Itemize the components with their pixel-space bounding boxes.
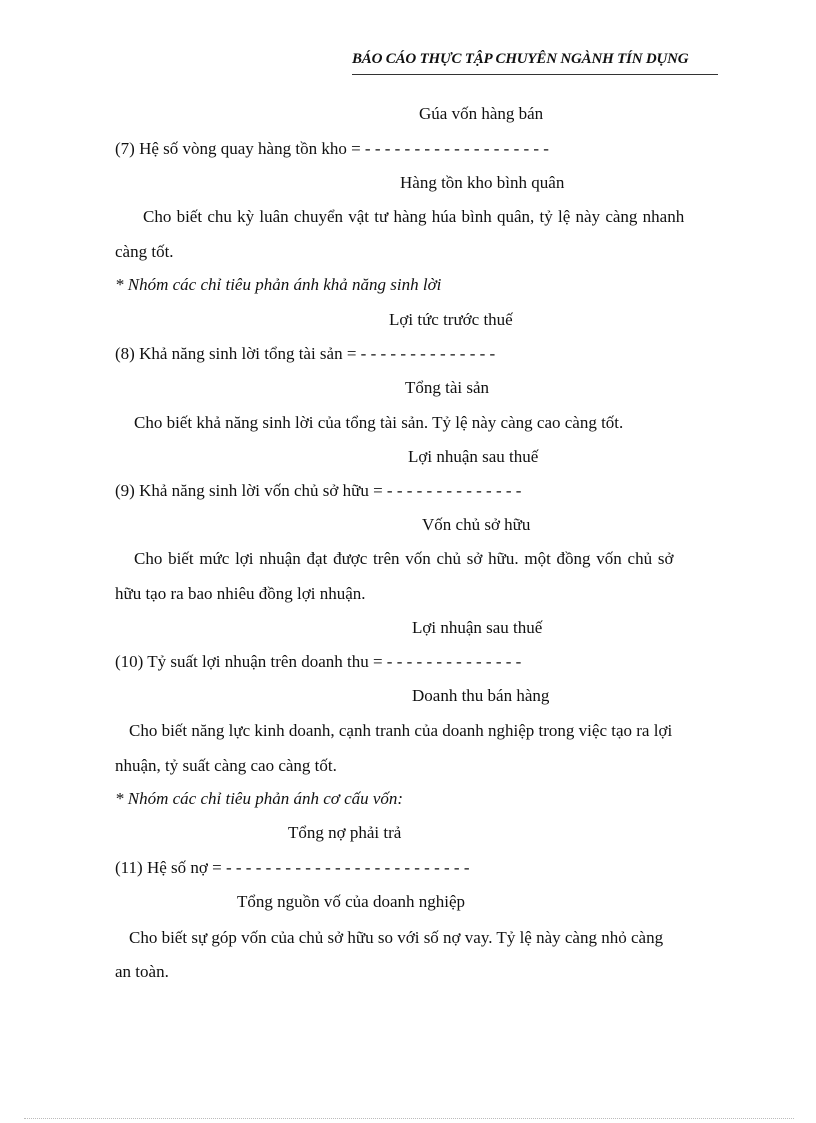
formula11-description-line2: an toàn. xyxy=(115,962,169,981)
group-heading-profitability: * Nhóm các chỉ tiêu phản ánh khả năng sinh lời xyxy=(115,275,442,294)
formula11-numerator: Tổng nợ phải trả xyxy=(288,823,402,842)
page-bottom-border xyxy=(24,1118,794,1119)
header-divider xyxy=(352,74,718,75)
formula9-numerator: Lợi nhuận sau thuế xyxy=(408,447,539,466)
formula8-description-line1: Cho biết khả năng sinh lời của tổng tài sản. Tỷ lệ này càng cao càng tốt. xyxy=(134,413,624,432)
group-heading-capital-structure: * Nhóm các chỉ tiêu phản ánh cơ cấu vốn: xyxy=(115,789,404,808)
formula7-label: (7) Hệ số vòng quay hàng tồn kho = - - - - - - - - - - - - - - - - - - - xyxy=(115,139,549,158)
page-header-title: BÁO CÁO THỰC TẬP CHUYÊN NGÀNH TÍN DỤNG xyxy=(352,51,689,67)
formula7-description-line2: càng tốt. xyxy=(115,242,174,261)
formula11-denominator: Tổng nguồn vố của doanh nghiệp xyxy=(237,892,466,911)
formula9-description-line2: hữu tạo ra bao nhiêu đồng lợi nhuận. xyxy=(115,584,366,603)
formula7-denominator: Hàng tồn kho bình quân xyxy=(400,173,565,192)
formula8-denominator: Tổng tài sản xyxy=(405,378,490,397)
formula8-numerator: Lợi tức trước thuế xyxy=(389,310,513,329)
formula10-description-line2: nhuận, tỷ suất càng cao càng tốt. xyxy=(115,756,337,775)
formula11-label: (11) Hệ số nợ = - - - - - - - - - - - - - - - - - - - - - - - - - xyxy=(115,858,470,877)
formula11-description-line1: Cho biết sự góp vốn của chủ sở hữu so với số nợ vay. Tỷ lệ này càng nhỏ càng xyxy=(129,928,664,947)
formula9-description-line1: Cho biết mức lợi nhuận đạt được trên vốn chủ sở hữu. một đồng vốn chủ sở xyxy=(134,549,674,568)
formula9-label: (9) Khả năng sinh lời vốn chủ sở hữu = - - - - - - - - - - - - - - xyxy=(115,481,522,500)
formula7-description-line1: Cho biết chu kỳ luân chuyển vật tư hàng húa bình quân, tỷ lệ này càng nhanh xyxy=(143,207,685,226)
formula9-denominator: Vốn chủ sở hữu xyxy=(422,515,531,534)
formula10-denominator: Doanh thu bán hàng xyxy=(412,686,550,705)
formula8-label: (8) Khả năng sinh lời tổng tài sản = - - - - - - - - - - - - - - xyxy=(115,344,496,363)
formula7-numerator: Gúa vốn hàng bán xyxy=(419,104,544,123)
formula10-numerator: Lợi nhuận sau thuế xyxy=(412,618,543,637)
formula10-description-line1: Cho biết năng lực kinh doanh, cạnh tranh của doanh nghiệp trong việc tạo ra lợi xyxy=(129,721,673,740)
formula10-label: (10) Tỷ suất lợi nhuận trên doanh thu = - - - - - - - - - - - - - - xyxy=(115,652,522,671)
